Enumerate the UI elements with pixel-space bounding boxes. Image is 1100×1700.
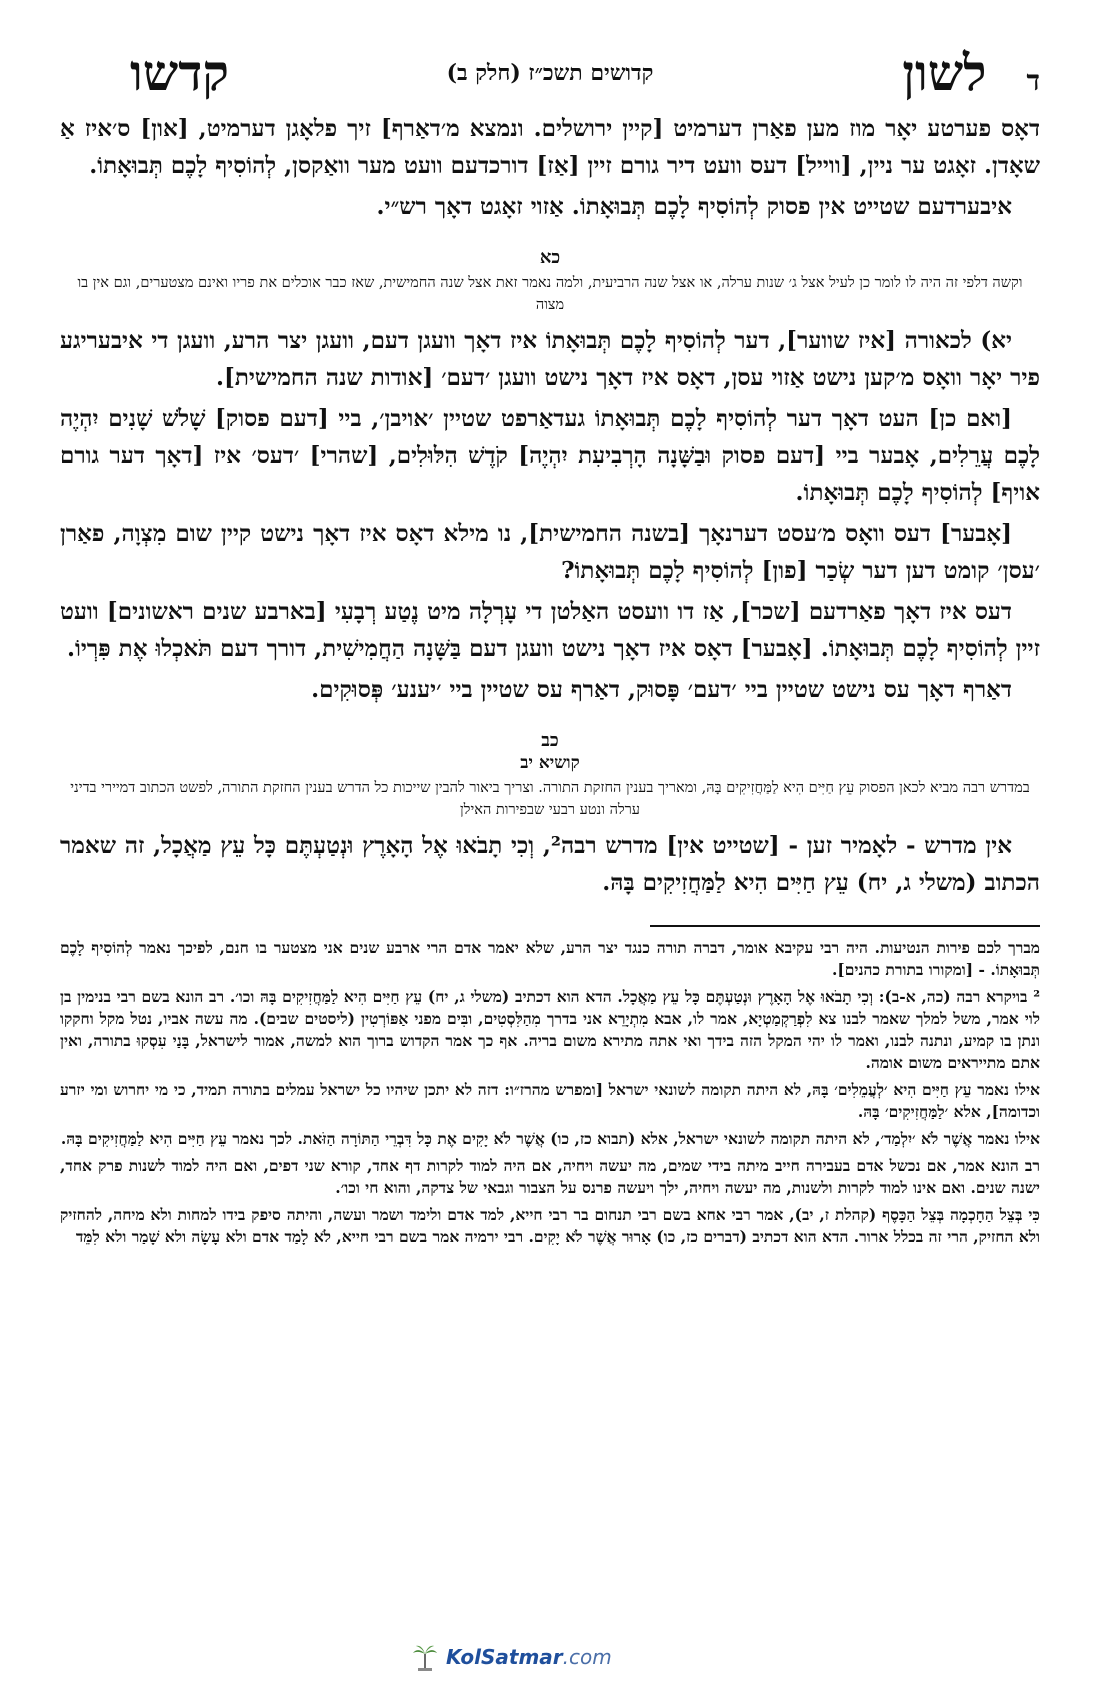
page-header: [60, 40, 1040, 110]
body-paragraph: [ואם כן] העט דאָך דער לְהוֹסִיף לָכֶם תְּבוּאָתוֹ געדאַרפט שטיין ׳אויבן׳, ביי [דעם פסוק] שָׁלֹשׁ שָׁנִים יִהְיֶה לָכֶם עֲרֵלִים, אָבער ביי [דעם פסוק וּבַשָּׁנָה הָרְבִיעִת יִהְיֶה] קֹדֶשׁ הִלּוּלִים, [שהרי] ׳דעס׳ איז [דאָך דער גורם אויף] לְהוֹסִיף לָכֶם תְּבוּאָתוֹ.: [60, 405, 1040, 506]
body-paragraph: דאָס פערטע יאָר מוז מען פאַרן דערמיט [קיין ירושלים. ונמצא מ׳דאַרף] זיך פלאָגן דערמיט, [און] ס׳איז אַ שאָדן. זאָגט ער ניין, [ווייל] דעס וועט דיר גורם זיין [אַז] דורכדעם וועט מער וואַקסן, לְהוֹסִיף לָכֶם תְּבוּאָתוֹ.: [60, 115, 1040, 179]
footnote: מברך לכם פירות הנטיעות. היה רבי עקיבא אומר, דברה תורה כנגד יצר הרע, שלא יאמר אדם הרי ארבע שנים אני מצטער בו חנם, לפיכך נאמר לְהוֹסִיף לָכֶם תְּבוּאָתוֹ. - [ומקורו בתורת כהנים].: [60, 938, 1040, 979]
section-heading: [60, 247, 1040, 316]
header-word-right: לשון: [902, 43, 987, 102]
footnote: ² בויקרא רבה (כה, א-ב): וְכִי תָבֹאוּ אֶל הָאָרֶץ וּנְטַעְתֶּם כָּל עֵץ מַאֲכָל. הדא הוא דכתיב (משלי ג, יח) עֵץ חַיִּים הִיא לַמַּחֲזִיקִים בָּהּ וכו׳. רב הונא בשם רבי בנימין בן לוי אמר, משל למלך שאמר לבנו צא לִפְרַקְמַטְיָא, אמר לו, אבא מִתְיָרֵא אני בדרך מִהַלִּסְטִים, ובִּים מפני אַפּוֹרְטִין (ליסטים שבים). מה עשה אביו, נטל מקל וחקקו ונתן בו קמיע, ונתנה לבנו, ואמר לו יהי המקל הזה בידך ואי אתה מתירא משום בריה. אף כך אמר הקדוש ברוך הוא למשה, אמור לישראל, בָּנַי עִסְקוּ בתורה, ואין אתם מתייראים משום אומה.: [60, 987, 1040, 1072]
body-paragraph: איבערדעם שטייט אין פסוק לְהוֹסִיף לָכֶם תְּבוּאָתוֹ. אַזוי זאָגט דאָך רש״י.: [376, 193, 1012, 220]
footnote-divider: [650, 925, 1040, 927]
header-center-title: קדושים תשכ״ז (חלק ב): [446, 60, 654, 86]
footnote: כִּי בְּצֵל הַחָכְמָה בְּצֵל הַכָּסֶף (קהלת ז, יב), אמר רבי אחא בשם רבי תנחום בר רבי חייא, למד אדם ולימד ושמר ועשה, והיתה סיפק בידו למחות ולא מיחה, להחזיק ולא החזיק, הרי זה בכלל ארור. הדא הוא דכתיב (דברים כז, כו) אָרוּר אֲשֶׁר לֹא יָקִים. רבי ירמיה אמר בשם רבי חייא, לֹא לָמַד אדם ולא עָשָׂה ולא שָׁמַר ולא לִמֵּד: [60, 1205, 1040, 1246]
logo-suffix: .com: [562, 1645, 612, 1669]
section-number: כא: [539, 247, 561, 268]
logo-text: [446, 1645, 612, 1669]
logo-brand: KolSatmar: [446, 1645, 563, 1669]
section-subtitle: קושיא יב: [520, 753, 580, 773]
footnote: אילו נאמר עֵץ חַיִּים הִיא ׳לְעֲמֵלִים׳ בָּהּ, לא היתה תקומה לשונאי ישראל [ומפרש מהרז״ו: דזה לא יתכן שיהיו כל ישראל עמלים בתורה תמיד, כי מי יחרוש ומי יזרע וכדומה], אלא ׳לַמַּחֲזִיקִים׳ בָּהּ.: [60, 1080, 1040, 1121]
body-paragraph: דאַרף דאָך עס נישט שטיין ביי ׳דעם׳ פָּסוּק, דאַרף עס שטיין ביי ׳יענע׳ פְּסוּקִים.: [311, 676, 1012, 703]
section-number: כב: [541, 730, 559, 751]
footnote: רב הונא אמר, אם נכשל אדם בעבירה חייב מיתה בידי שמים, מה יעשה ויחיה, אם היה למוד לקרות דף אחד, קורא שני דפים, ואם היה למוד לשנות פרק אחד, ישנה שנים. ואם אינו למוד לקרות ולשנות, מה יעשה ויחיה, ילך ויעשה פרנס על הצבור וגבאי של צדקה, והוא חי וכו׳.: [60, 1156, 1040, 1197]
body-paragraph: יא) לכאורה [איז שווער], דער לְהוֹסִיף לָכֶם תְּבוּאָתוֹ איז דאָך וועגן דעם, וועגן יצר הרע, וועגן די איבעריגע פיר יאָר וואָס מ׳קען נישט אַזוי עסן, דאָס איז דאָך נישט וועגן ׳דעם׳ [אודות שנה החמישית].: [60, 327, 1040, 391]
header-word-left: קדשו: [130, 43, 229, 102]
section-heading: [60, 730, 1040, 821]
kolsatmar-logo[interactable]: [410, 1642, 612, 1672]
footnote: אילו נאמר אֲשֶׁר לֹא ׳יִלְמַד׳, לא היתה תקומה לשונאי ישראל, אלא (תבוא כז, כו) אֲשֶׁר לֹא יָקִים אֶת כָּל דִּבְרֵי הַתּוֹרָה הַזֹּאת. לכך נאמר עֵץ חַיִּים הִיא לַמַּחֲזִיקִים בָּהּ.: [60, 1129, 1040, 1148]
palm-tree-icon: [410, 1642, 440, 1672]
section-question: וקשה דלפי זה היה לו לומר כן לעיל אצל ג׳ שנות ערלה, או אצל שנה הרביעית, ולמה נאמר זאת אצל שנה החמישית, שאז כבר אוכלים את פריו ואינם מצטערים, וגם אין בו מצוה: [77, 275, 1023, 313]
page-number: ד: [1026, 64, 1040, 97]
body-paragraph: [אָבער] דעס וואָס מ׳עסט דערנאָך [בשנה החמישית], נו מילא דאָס איז דאָך נישט קיין שום מִצְוָה, פאַרן ׳עסן׳ קומט דען דער שְׂכַר [פון] לְהוֹסִיף לָכֶם תְּבוּאָתוֹ?: [60, 520, 1040, 584]
body-paragraph: אין מדרש - לאָמיר זען - [שטייט אין] מדרש רבה², וְכִי תָבֹאוּ אֶל הָאָרֶץ וּנְטַעְתֶּם כָּל עֵץ מַאֲכָל, זה שאמר הכתוב (משלי ג, יח) עֵץ חַיִּים הִיא לַמַּחֲזִיקִים בָּהּ.: [60, 832, 1040, 896]
section-question: במדרש רבה מביא לכאן הפסוק עֵץ חַיִּים הִיא לַמַּחֲזִיקִים בָּהּ, ומאריך בענין החזקת התורה. וצריך ביאור להבין שייכות כל הדרש בענין החזקת התורה, לפשט הכתוב דמיירי בדיני ערלה ונטע רבעי שבפירות האילן: [70, 780, 1030, 818]
body-paragraph: דעס איז דאָך פאַרדעם [שכר], אַז דו וועסט האַלטן די עָרְלָה מיט נֶטַע רְבָעִי [בארבע שנים ראשונים] וועט זיין לְהוֹסִיף לָכֶם תְּבוּאָתוֹ. [אָבער] דאָס איז דאָך נישט וועגן דעם בַּשָּׁנָה הַחֲמִישִׁית, דורך דעם תֹּאכְלוּ אֶת פִּרְיוֹ.: [60, 598, 1040, 662]
page: [60, 40, 1040, 1660]
